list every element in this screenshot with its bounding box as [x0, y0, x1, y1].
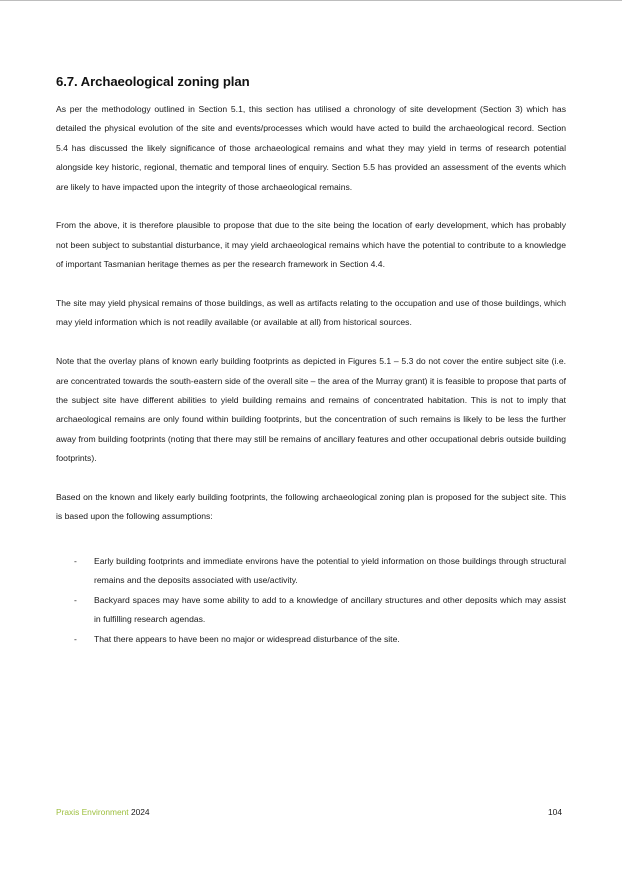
- assumptions-list: [56, 552, 566, 649]
- bullet-dash: -: [74, 555, 77, 566]
- paragraph-plausibility: From the above, it is therefore plausible to propose that due to the site being the location of early development, which has probably not been subject to substantial disturbance, it may yield archaeological remains which have the potential to contribute to a knowledge of important Tasmanian heritage themes as per the research framework in Section 4.4.: [56, 220, 566, 270]
- page-footer: [56, 807, 562, 817]
- list-item: [56, 630, 566, 649]
- assumption-text: Early building footprints and immediate environs have the potential to yield information on those buildings through structural remains and the deposits associated with use/activity.: [94, 555, 566, 586]
- assumption-text: That there appears to have been no major or widespread disturbance of the site.: [94, 633, 400, 644]
- paragraph-physical-remains: The site may yield physical remains of those buildings, as well as artifacts relating to the occupation and use of those buildings, which may yield information which is not readily available (or available at all) from historical sources.: [56, 298, 566, 328]
- list-item: [56, 591, 566, 630]
- section-heading: 6.7. Archaeological zoning plan: [56, 74, 250, 89]
- assumption-text: Backyard spaces may have some ability to add to a knowledge of ancillary structures and other deposits which may assist in fulfilling research agendas.: [94, 594, 566, 625]
- top-rule: [0, 0, 622, 1]
- bullet-dash: -: [74, 633, 77, 644]
- footer-brand: Praxis Environment: [56, 807, 129, 817]
- paragraph-zoning-intro: Based on the known and likely early building footprints, the following archaeological zoning plan is proposed for the subject site. This is based upon the following assumptions:: [56, 492, 566, 522]
- paragraph-overlay-plans: Note that the overlay plans of known early building footprints as depicted in Figures 5.1 – 5.3 do not cover the entire subject site (i.e. are concentrated towards the south-eastern side of the overall site – the area of the Murray grant) it is feasible to propose that parts of the subject site have different abilities to yield building remains and remains of concentrated habitation. This is not to imply that archaeological remains are only found within building footprints, but the concentration of such remains is likely to be less the further away from building footprints (noting that there may still be remains of ancillary features and other occupational debris outside building footprints).: [56, 356, 566, 464]
- list-item: [56, 552, 566, 591]
- page-number: 104: [548, 807, 562, 817]
- bullet-dash: -: [74, 594, 77, 605]
- footer-year: 2024: [130, 807, 150, 817]
- document-page: [56, 74, 566, 649]
- paragraph-methodology: As per the methodology outlined in Section 5.1, this section has utilised a chronology of site development (Section 3) which has detailed the physical evolution of the site and events/processes which would have acted to build the archaeological record. Section 5.4 has discussed the likely significance of those archaeological remains and what they may yield in terms of research potential alongside key historic, regional, thematic and temporal lines of enquiry. Section 5.5 has provided an assessment of the events which are likely to have impacted upon the integrity of those archaeological remains.: [56, 104, 566, 192]
